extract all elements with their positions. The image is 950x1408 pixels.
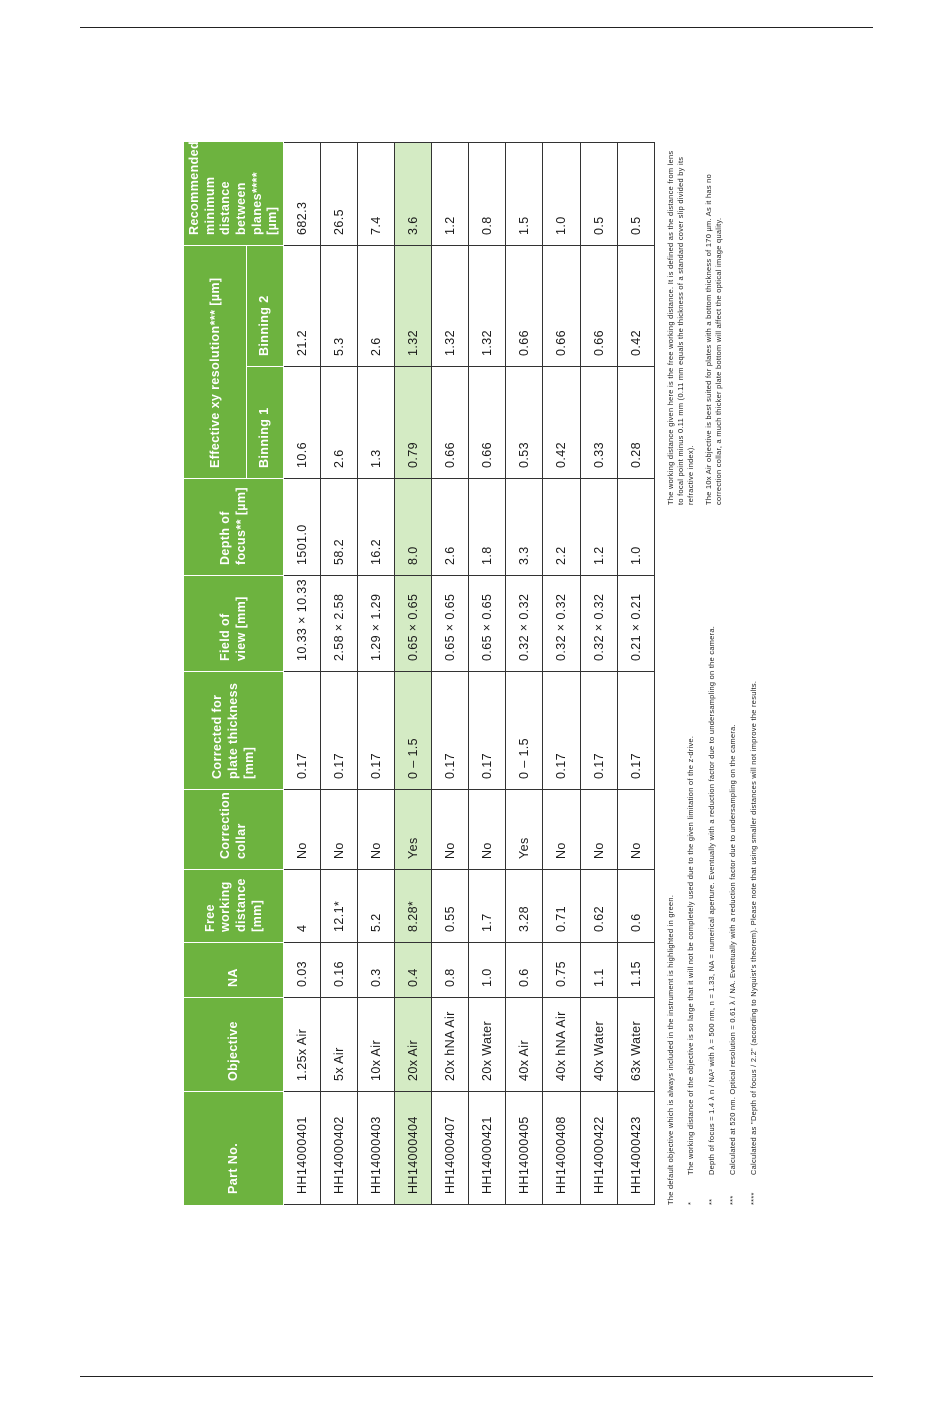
cell-plate: 0 – 1.5 xyxy=(395,672,432,790)
cell-rec: 3.6 xyxy=(395,142,432,245)
cell-collar: No xyxy=(320,790,357,870)
cell-dof: 16.2 xyxy=(357,479,394,576)
footnote xyxy=(749,515,759,1205)
col-header-free-working-distance: Free working distance [mm] xyxy=(185,870,284,943)
footnote xyxy=(728,515,738,1205)
table-body xyxy=(283,142,654,1204)
default-objective-note: The default objective which is always included in the instrument is highlighted in green. xyxy=(666,894,675,1205)
cell-na: 1.1 xyxy=(580,943,617,998)
cell-b1: 0.33 xyxy=(580,367,617,479)
cell-b2: 21.2 xyxy=(283,245,320,366)
cell-fwd: 1.7 xyxy=(469,870,506,943)
cell-fov: 10.33 × 10.33 xyxy=(283,576,320,672)
footnote-text: Calculated at 520 nm. Optical resolution = 0.61 λ / NA. Eventually with a reduction factor due to undersampling on the camera. xyxy=(727,724,737,1175)
cell-collar: No xyxy=(469,790,506,870)
cell-fov: 0.65 × 0.65 xyxy=(469,576,506,672)
notes-main xyxy=(666,515,770,1205)
cell-plate: 0.17 xyxy=(357,672,394,790)
cell-collar: No xyxy=(543,790,580,870)
cell-dof: 1.0 xyxy=(617,479,654,576)
cell-fwd: 5.2 xyxy=(357,870,394,943)
cell-rec: 0.8 xyxy=(469,142,506,245)
side-note-working-distance: The working distance given here is the free working distance. It is defined as the distance from lens to focal point minus 0.11 mm (0.11 mm equals the thickness of a standard cover slip divided by its refractive index). xyxy=(666,150,695,505)
cell-b2: 1.32 xyxy=(432,245,469,366)
table-row xyxy=(617,142,654,1204)
cell-fov: 0.21 × 0.21 xyxy=(617,576,654,672)
cell-rec: 0.5 xyxy=(617,142,654,245)
cell-collar: No xyxy=(432,790,469,870)
cell-objective: 20x Air xyxy=(395,998,432,1092)
cell-rec: 1.2 xyxy=(432,142,469,245)
cell-objective: 63x Water xyxy=(617,998,654,1092)
cell-objective: 40x Air xyxy=(506,998,543,1092)
rotated-content xyxy=(184,140,764,1205)
col-header-objective: Objective xyxy=(185,998,284,1092)
cell-fwd: 12.1* xyxy=(320,870,357,943)
cell-dof: 1501.0 xyxy=(283,479,320,576)
cell-objective: 20x Water xyxy=(469,998,506,1092)
cell-b2: 1.32 xyxy=(395,245,432,366)
cell-collar: No xyxy=(357,790,394,870)
col-header-binning-2: Binning 2 xyxy=(246,245,283,366)
cell-fov: 1.29 × 1.29 xyxy=(357,576,394,672)
table-row xyxy=(357,142,394,1204)
cell-fwd: 8.28* xyxy=(395,870,432,943)
notes-section xyxy=(666,143,764,1205)
cell-part: HH14000402 xyxy=(320,1092,357,1205)
cell-part: HH14000422 xyxy=(580,1092,617,1205)
cell-objective: 10x Air xyxy=(357,998,394,1092)
table-row xyxy=(320,142,357,1204)
cell-dof: 1.8 xyxy=(469,479,506,576)
cell-b1: 10.6 xyxy=(283,367,320,479)
col-header-depth-of-focus: Depth of focus** [µm] xyxy=(185,479,284,576)
cell-b1: 0.28 xyxy=(617,367,654,479)
cell-b2: 0.66 xyxy=(506,245,543,366)
cell-collar: Yes xyxy=(506,790,543,870)
cell-fwd: 3.28 xyxy=(506,870,543,943)
cell-rec: 7.4 xyxy=(357,142,394,245)
cell-b2: 1.32 xyxy=(469,245,506,366)
footnote xyxy=(686,515,696,1205)
side-note-10x-objective: The 10x Air objective is best suited for plates with a bottom thickness of 170 µm. As it has no correction collar, a much thicker plate bottom will affect the optical image quality. xyxy=(703,174,723,505)
cell-objective: 20x hNA Air xyxy=(432,998,469,1092)
cell-b2: 0.66 xyxy=(543,245,580,366)
col-header-part-no: Part No. xyxy=(185,1092,284,1205)
cell-fov: 0.65 × 0.65 xyxy=(432,576,469,672)
footnote-text: Calculated as "Depth of focus / 2.2" (according to Nyquist's theorem). Please note that using smaller distances will not improve the results. xyxy=(748,680,758,1175)
cell-dof: 2.6 xyxy=(432,479,469,576)
cell-objective: 5x Air xyxy=(320,998,357,1092)
cell-b1: 0.53 xyxy=(506,367,543,479)
cell-fov: 0.32 × 0.32 xyxy=(506,576,543,672)
cell-objective: 1.25x Air xyxy=(283,998,320,1092)
cell-na: 0.4 xyxy=(395,943,432,998)
cell-plate: 0.17 xyxy=(320,672,357,790)
cell-part: HH14000404 xyxy=(395,1092,432,1205)
cell-dof: 3.3 xyxy=(506,479,543,576)
cell-rec: 682.3 xyxy=(283,142,320,245)
col-header-correction-collar: Correction collar xyxy=(185,790,284,870)
footnote-marker: **** xyxy=(748,1192,758,1205)
cell-part: HH14000423 xyxy=(617,1092,654,1205)
cell-dof: 2.2 xyxy=(543,479,580,576)
cell-b2: 5.3 xyxy=(320,245,357,366)
col-header-xy-resolution: Effective xy resolution*** [µm] xyxy=(185,245,247,478)
table-row xyxy=(580,142,617,1204)
cell-rec: 26.5 xyxy=(320,142,357,245)
cell-fwd: 0.71 xyxy=(543,870,580,943)
col-header-field-of-view: Field of view [mm] xyxy=(185,576,284,672)
footnote xyxy=(707,515,717,1205)
cell-na: 0.16 xyxy=(320,943,357,998)
cell-objective: 40x hNA Air xyxy=(543,998,580,1092)
cell-fwd: 0.62 xyxy=(580,870,617,943)
cell-b1: 0.66 xyxy=(432,367,469,479)
cell-plate: 0.17 xyxy=(617,672,654,790)
cell-dof: 58.2 xyxy=(320,479,357,576)
cell-fov: 2.58 × 2.58 xyxy=(320,576,357,672)
cell-plate: 0 – 1.5 xyxy=(506,672,543,790)
notes-side xyxy=(666,143,732,505)
cell-na: 0.3 xyxy=(357,943,394,998)
cell-plate: 0.17 xyxy=(580,672,617,790)
cell-plate: 0.17 xyxy=(543,672,580,790)
footnote-marker: ** xyxy=(706,1198,716,1205)
table-row xyxy=(283,142,320,1204)
table-row xyxy=(506,142,543,1204)
cell-b2: 0.66 xyxy=(580,245,617,366)
cell-collar: Yes xyxy=(395,790,432,870)
cell-dof: 8.0 xyxy=(395,479,432,576)
cell-fov: 0.65 × 0.65 xyxy=(395,576,432,672)
cell-collar: No xyxy=(283,790,320,870)
cell-part: HH14000407 xyxy=(432,1092,469,1205)
cell-part: HH14000408 xyxy=(543,1092,580,1205)
table-row xyxy=(395,142,432,1204)
footnote-text: Depth of focus = 1.4 λ n / NA² with λ = 500 nm, n = 1.33, NA = numerical aperture. Eventually with a reduction factor due to undersampling on the camera. xyxy=(706,625,716,1175)
footnote-text: The working distance of the objective is so large that it will not be completely used due to the given limitation of the z-drive. xyxy=(685,735,695,1175)
cell-collar: No xyxy=(617,790,654,870)
header-rule xyxy=(80,27,873,28)
cell-na: 0.6 xyxy=(506,943,543,998)
table-row xyxy=(432,142,469,1204)
cell-plate: 0.17 xyxy=(469,672,506,790)
cell-b2: 2.6 xyxy=(357,245,394,366)
cell-b1: 2.6 xyxy=(320,367,357,479)
col-header-na: NA xyxy=(185,943,284,998)
cell-rec: 1.5 xyxy=(506,142,543,245)
footnote-marker: *** xyxy=(727,1195,737,1205)
cell-na: 0.03 xyxy=(283,943,320,998)
cell-b2: 0.42 xyxy=(617,245,654,366)
cell-part: HH14000403 xyxy=(357,1092,394,1205)
cell-na: 0.75 xyxy=(543,943,580,998)
cell-part: HH14000405 xyxy=(506,1092,543,1205)
cell-collar: No xyxy=(580,790,617,870)
col-header-recommended-distance: Recommended minimum distance between planes**** [µm] xyxy=(185,142,284,245)
col-header-plate-thickness: Corrected for plate thickness [mm] xyxy=(185,672,284,790)
cell-fwd: 4 xyxy=(283,870,320,943)
cell-na: 0.8 xyxy=(432,943,469,998)
cell-part: HH14000421 xyxy=(469,1092,506,1205)
cell-na: 1.15 xyxy=(617,943,654,998)
cell-b1: 0.42 xyxy=(543,367,580,479)
cell-fwd: 0.55 xyxy=(432,870,469,943)
cell-dof: 1.2 xyxy=(580,479,617,576)
col-header-binning-1: Binning 1 xyxy=(246,367,283,479)
cell-part: HH14000401 xyxy=(283,1092,320,1205)
cell-b1: 0.66 xyxy=(469,367,506,479)
footnote-marker: * xyxy=(685,1201,695,1205)
table-row xyxy=(469,142,506,1204)
cell-plate: 0.17 xyxy=(283,672,320,790)
cell-fov: 0.32 × 0.32 xyxy=(543,576,580,672)
cell-plate: 0.17 xyxy=(432,672,469,790)
cell-objective: 40x Water xyxy=(580,998,617,1092)
cell-b1: 1.3 xyxy=(357,367,394,479)
cell-fov: 0.32 × 0.32 xyxy=(580,576,617,672)
cell-na: 1.0 xyxy=(469,943,506,998)
cell-fwd: 0.6 xyxy=(617,870,654,943)
footer-rule xyxy=(80,1376,873,1377)
cell-b1: 0.79 xyxy=(395,367,432,479)
table-row xyxy=(543,142,580,1204)
cell-rec: 0.5 xyxy=(580,142,617,245)
cell-rec: 1.0 xyxy=(543,142,580,245)
objectives-table xyxy=(184,142,655,1205)
